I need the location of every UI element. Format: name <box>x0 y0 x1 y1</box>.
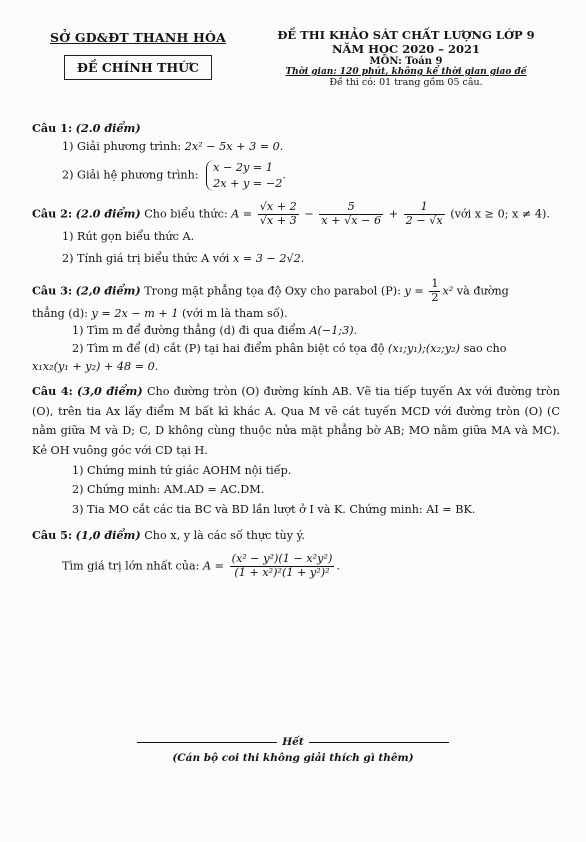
expr-lhs: A = <box>203 559 225 573</box>
question-label: Câu 1: <box>32 121 73 135</box>
operator: − <box>304 207 314 221</box>
question-points: (2.0 điểm) <box>75 121 141 135</box>
subject: MÔN: Toán 9 <box>369 56 443 67</box>
question-points: (2,0 điểm) <box>75 283 141 298</box>
part-text: 1) Giải phương trình: <box>62 139 182 153</box>
parabola-lhs: y = <box>404 284 424 298</box>
denominator: x + √x − 6 <box>321 214 382 228</box>
part-text: Tìm giá trị lớn nhất của: <box>62 559 200 573</box>
denominator: (1 + x²)²(1 + y²)² <box>230 566 335 580</box>
part-text: 1) Tìm m để đường thẳng (d) đi qua điểm <box>72 324 306 338</box>
coords: (x₁;y₁);(x₂;y₂) <box>388 342 461 356</box>
q2-part-1: 1) Rút gọn biểu thức A. <box>62 229 195 243</box>
q4-part-2: 2) Chứng minh: AM.AD = AC.DM. <box>72 483 265 497</box>
proctor-note: (Cán bộ coi thi không giải thích gì thêm) <box>172 752 414 764</box>
q1-part-2 <box>62 160 560 191</box>
official-stamp: ĐỀ CHÍNH THỨC <box>64 55 212 80</box>
q2-part-2 <box>62 250 560 268</box>
denominator: √x + 3 <box>259 214 297 228</box>
q3-part-1 <box>72 322 560 340</box>
punct: . <box>336 559 340 573</box>
q3-part-2 <box>72 340 560 358</box>
expr-lhs: A = <box>231 207 253 221</box>
part-text: 2) Giải hệ phương trình: <box>62 168 199 182</box>
footer <box>0 736 586 764</box>
header-right <box>246 28 566 88</box>
question-label: Câu 4: <box>32 384 73 399</box>
end-marker <box>0 736 586 748</box>
denominator: 2 − √x <box>405 214 443 228</box>
question-1 <box>32 120 560 138</box>
fraction-1 <box>258 201 299 228</box>
question-points: (2.0 điểm) <box>75 206 141 221</box>
parabola-coef <box>429 278 440 305</box>
question-intro: Cho x, y là các số thực tùy ý. <box>144 529 305 543</box>
system-eq-1: x − 2y = 1 <box>213 160 273 174</box>
numerator: 5 <box>347 200 355 214</box>
q3-condition: x₁x₂(y₁ + y₂) + 48 = 0. <box>32 360 159 374</box>
q5-find <box>62 553 560 580</box>
q1-part-1 <box>62 138 560 156</box>
question-points: (3,0 điểm) <box>77 384 143 399</box>
q5-fraction <box>230 553 335 580</box>
point: A(−1;3). <box>309 324 358 338</box>
q3-line <box>32 305 560 323</box>
value: x = 3 − 2√2. <box>232 251 305 265</box>
divider-left <box>137 742 277 743</box>
question-label: Câu 3: <box>32 283 73 298</box>
equation: 2x² − 5x + 3 = 0. <box>184 139 284 153</box>
page-note: Đề thi có: 01 trang gồm 05 câu. <box>329 77 483 88</box>
question-label: Câu 5: <box>32 528 73 543</box>
question-label: Câu 2: <box>32 206 73 221</box>
header-left <box>38 30 238 80</box>
denominator: 2 <box>431 290 439 304</box>
part-end: sao cho <box>463 342 507 356</box>
line-note: (với m là tham số). <box>182 306 288 320</box>
line-equation: y = 2x − m + 1 <box>91 306 179 320</box>
system-eq-2: 2x + y = −2 <box>213 176 283 190</box>
fraction-3 <box>404 201 445 228</box>
condition: (với x ≥ 0; x ≠ 4). <box>450 207 550 221</box>
punct: . <box>282 168 286 182</box>
numerator: √x + 2 <box>259 200 297 214</box>
divider-right <box>309 742 449 743</box>
school-year: NĂM HỌC 2020 – 2021 <box>332 42 480 56</box>
exam-title: ĐỀ THI KHẢO SÁT CHẤT LƯỢNG LỚP 9 <box>277 28 535 42</box>
part-text: 2) Tìm m để (d) cắt (P) tại hai điểm phân biệt có tọa độ <box>72 342 385 356</box>
q4-part-3: 3) Tia MO cắt các tia BC và BD lần lượt ở I và K. Chứng minh: AI = BK. <box>72 502 476 516</box>
equation-system <box>206 160 282 191</box>
part-text: 2) Tính giá trị biểu thức A với <box>62 251 230 265</box>
time-note: Thời gian: 120 phút, không kể thời gian giao đề <box>285 67 527 77</box>
question-2 <box>32 201 560 228</box>
question-text: Cho đường tròn (O) đường kính AB. Vẽ tia tiếp tuyến Ax với đường tròn (O), trên tia Ax lấy điểm M bất kì khác A. Qua M vẽ cát tuyến MCD với đường tròn (O) (C nằm giữa M và D; C, D không cùng thuộc nửa mặt phẳng bờ AB; MO nằm giữa MA và MC). Kẻ OH vuông góc với CD tại H. <box>32 385 560 457</box>
question-4 <box>32 382 560 460</box>
end-text: Hết <box>282 736 304 748</box>
question-intro: Trong mặt phẳng tọa độ Oxy cho parabol (P): <box>144 284 401 298</box>
operator: + <box>388 207 399 221</box>
question-3 <box>32 278 560 305</box>
q4-part-1: 1) Chứng minh tứ giác AOHM nội tiếp. <box>72 463 292 477</box>
numerator: 1 <box>431 276 439 290</box>
question-intro: Cho biểu thức: <box>144 207 228 221</box>
line-label: thẳng (d): <box>32 306 88 320</box>
fraction-2 <box>319 201 383 228</box>
exam-body <box>32 120 560 580</box>
intro-end: và đường <box>456 284 509 298</box>
question-points: (1,0 điểm) <box>75 528 141 543</box>
department-name: SỞ GD&ĐT THANH HÓA <box>49 30 227 45</box>
question-5 <box>32 527 560 545</box>
parabola-term: x² <box>442 284 454 298</box>
numerator: (x² − y²)(1 − x²y²) <box>231 552 333 566</box>
numerator: 1 <box>420 200 428 214</box>
